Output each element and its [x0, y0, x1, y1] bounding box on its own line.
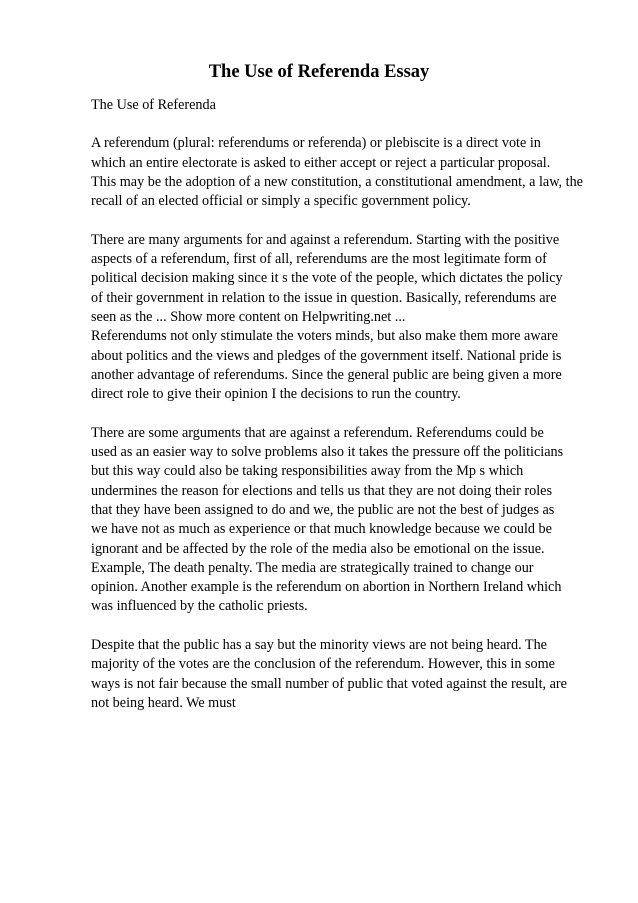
paragraph-voter-awareness [91, 327, 611, 404]
paragraph-definition [91, 134, 611, 211]
text-line: which an entire electorate is asked to either accept or reject a particular proposal. [91, 154, 551, 171]
text-line: This may be the adoption of a new constitution, a constitutional amendment, a law, the [91, 173, 583, 190]
text-line: not being heard. We must [91, 694, 236, 711]
text-line: another advantage of referendums. Since the general public are being given a more [91, 366, 562, 383]
document-title: The Use of Referenda Essay [208, 62, 430, 82]
paragraph-minority-views [91, 636, 611, 713]
text-line: ignorant and be affected by the role of the media also be emotional on the issue. [91, 540, 545, 557]
text-line: was influenced by the catholic priests. [91, 598, 308, 615]
text-line: majority of the votes are the conclusion of the referendum. However, this in some [91, 656, 555, 673]
text-line: seen as the ... Show more content on Helpwriting.net ... [91, 308, 406, 325]
text-line: A referendum (plural: referendums or referenda) or plebiscite is a direct vote in [91, 135, 541, 152]
text-line: political decision making since it s the vote of the people, which dictates the policy [91, 270, 563, 287]
text-line: but this way could also be taking responsibilities away from the Mp s which [91, 463, 524, 480]
text-line: Example, The death penalty. The media are strategically trained to change our [91, 559, 534, 576]
text-line: ways is not fair because the small number of public that voted against the result, are [91, 675, 567, 692]
text-line: about politics and the views and pledges of the government itself. National pride is [91, 347, 562, 364]
text-line: that they have been assigned to do and we, the public are not the best of judges as [91, 501, 555, 518]
text-line: recall of an elected official or simply a specific government policy. [91, 193, 471, 210]
text-line: Despite that the public has a say but the minority views are not being heard. The [91, 637, 547, 654]
text-line: opinion. Another example is the referendum on abortion in Northern Ireland which [91, 579, 562, 596]
text-line: There are some arguments that are against a referendum. Referendums could be [91, 424, 544, 441]
paragraph-arguments-for [91, 231, 611, 327]
text-line: undermines the reason for elections and tells us that they are not doing their roles [91, 482, 552, 499]
document-body [91, 96, 611, 733]
text-line: direct role to give their opinion I the decisions to run the country. [91, 386, 461, 403]
text-line: we have not as much as experience or that much knowledge because we could be [91, 521, 552, 538]
paragraph-arguments-against [91, 424, 611, 617]
text-line: aspects of a referendum, first of all, referendums are the most legitimate form of [91, 251, 547, 268]
text-line: There are many arguments for and against a referendum. Starting with the positive [91, 231, 560, 248]
text-line: Referendums not only stimulate the voters minds, but also make them more aware [91, 328, 558, 345]
text-line: of their government in relation to the issue in question. Basically, referendums are [91, 289, 557, 306]
text-line: used as an easier way to solve problems also it takes the pressure off the politicians [91, 444, 564, 461]
document-subtitle: The Use of Referenda [91, 97, 216, 113]
